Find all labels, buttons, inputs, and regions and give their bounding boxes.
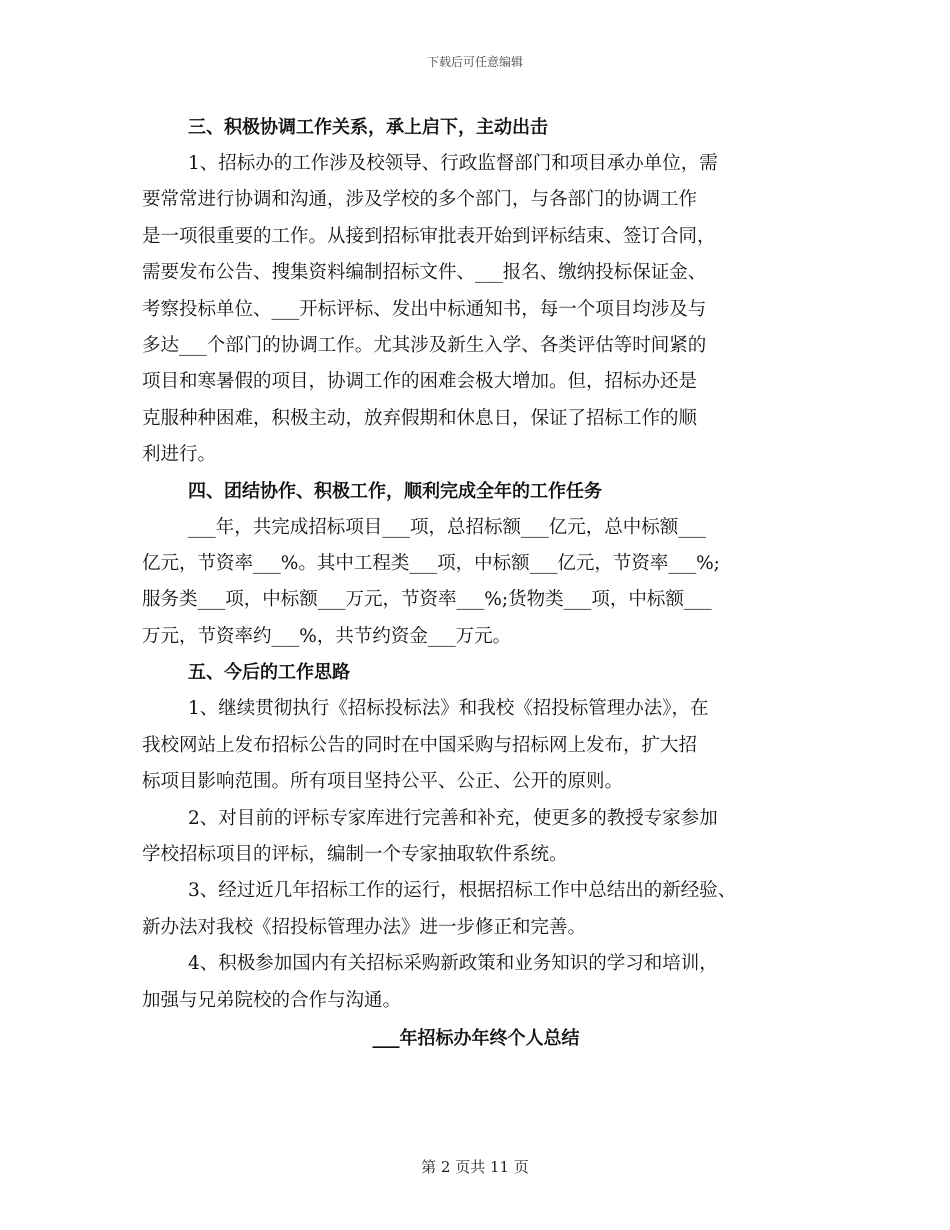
section-5-paragraph-1	[142, 691, 810, 800]
text-line: 1、继续贯彻执行《招标投标法》和我校《招投标管理办法》，在	[188, 698, 709, 720]
page-header: 下载后可任意编辑	[426, 55, 523, 69]
text-line: 新办法对我校《招投标管理办法》进一步修正和完善。	[142, 916, 587, 938]
text-line: 克服种种困难，积极主动，放弃假期和休息日，保证了招标工作的顺	[142, 407, 698, 429]
text-line: 1、招标办的工作涉及校领导、行政监督部门和项目承办单位，需	[188, 153, 718, 174]
text-line: 考察投标单位、___开标评标、发出中标通知书，每一个项目均涉及与	[142, 298, 707, 320]
section-5-paragraph-3	[142, 873, 810, 946]
text-line: 加强与兄弟院校的合作与沟通。	[142, 989, 402, 1011]
text-line: 学校招标项目的评标，编制一个专家抽取软件系统。	[142, 843, 568, 865]
text-line: 亿元，节资率___%。其中工程类___项，中标额___亿元，节资率___%;	[142, 553, 720, 575]
document-body	[142, 110, 810, 1057]
text-line: 项目和寒暑假的项目，协调工作的困难会极大增加。但，招标办还是	[142, 371, 698, 393]
section-3-paragraph-1	[142, 146, 810, 474]
text-line: 4、积极参加国内有关招标采购新政策和业务知识的学习和培训，	[188, 953, 718, 975]
text-line: 我校网站上发布招标公告的同时在中国采购与招标网上发布，扩大招	[142, 734, 698, 756]
text-line: 是一项很重要的工作。从接到招标审批表开始到评标结束、签订合同，	[142, 225, 716, 247]
section-heading-3: 三、积极协调工作关系，承上启下，主动出击	[188, 117, 548, 138]
text-line: ___年，共完成招标项目___项，总招标额___亿元，总中标额___	[188, 516, 707, 538]
section-heading-5: 五、今后的工作思路	[188, 662, 350, 684]
text-line: 万元，节资率约___%，共节约资金___万元。	[142, 625, 512, 647]
section-5-paragraph-4	[142, 946, 810, 1019]
text-line: 3、经过近几年招标工作的运行，根据招标工作中总结出的新经验、	[188, 880, 737, 902]
text-line: 多达___个部门的协调工作。尤其涉及新生入学、各类评估等时间紧的	[142, 335, 707, 357]
text-line: 标项目影响范围。所有项目坚持公平、公正、公开的原则。	[142, 771, 624, 793]
section-5-paragraph-2	[142, 801, 810, 874]
next-document-title: ___年招标办年终个人总结	[372, 1027, 580, 1049]
text-line: 2、对目前的评标专家库进行完善和补充，使更多的教授专家参加	[188, 807, 718, 829]
text-line: 需要发布公告、搜集资料编制招标文件、___报名、缴纳投标保证金、	[142, 262, 707, 284]
text-line: 服务类___项，中标额___万元，节资率___%;货物类___项，中标额___	[142, 589, 712, 611]
section-heading-4: 四、团结协作、积极工作，顺利完成全年的工作任务	[188, 480, 602, 502]
section-4-paragraph-1	[142, 510, 810, 656]
text-line: 要常常进行协调和沟通，涉及学校的多个部门，与各部门的协调工作	[142, 189, 698, 211]
page-footer: 第 2 页共 11 页	[421, 1158, 529, 1176]
text-line: 利进行。	[142, 444, 217, 466]
